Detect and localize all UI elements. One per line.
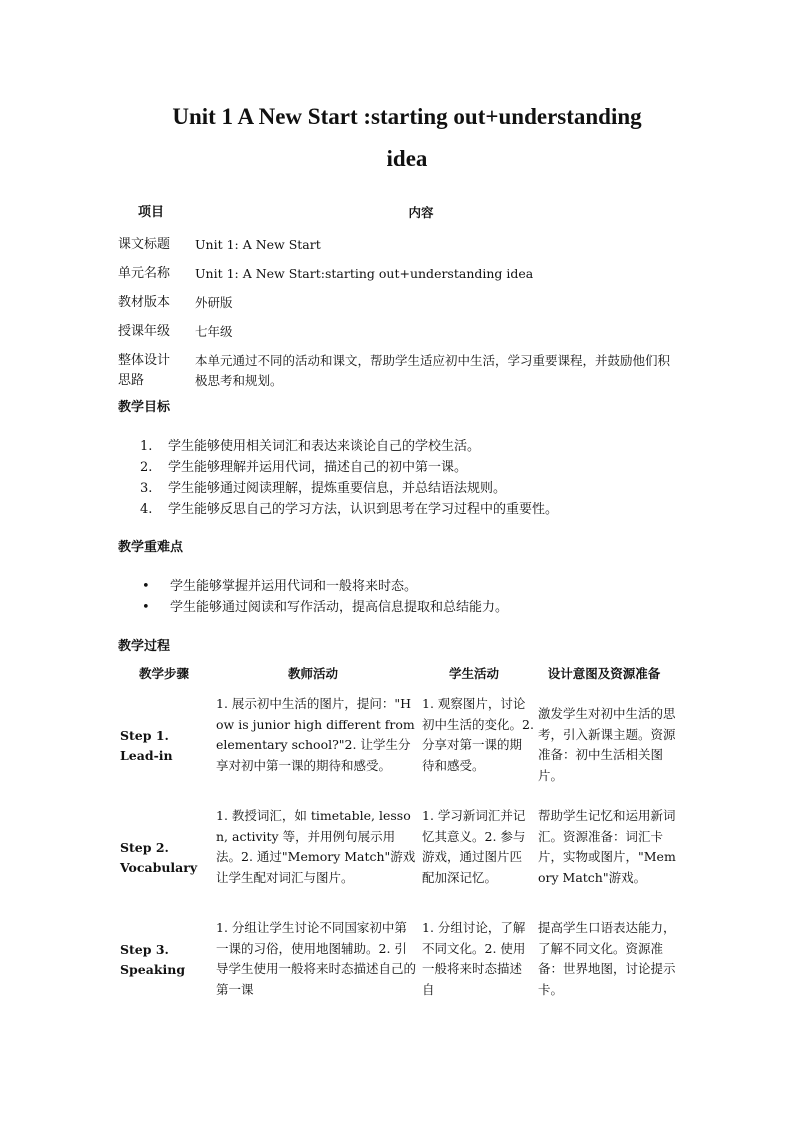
process-heading: 教学过程 bbox=[118, 639, 171, 654]
objective-text: 学生能够反思自己的学习方法，认识到思考在学习过程中的重要性。 bbox=[168, 502, 559, 517]
info-row bbox=[118, 264, 678, 284]
process-header-cell: 学生活动 bbox=[448, 666, 499, 681]
step-number: Step 1. bbox=[120, 727, 169, 743]
objective-number: 4. bbox=[140, 502, 153, 517]
objective-item bbox=[140, 478, 558, 499]
key-points-heading: 教学重难点 bbox=[118, 540, 184, 555]
info-value: 外研版 bbox=[195, 295, 233, 310]
student-activity-cell: 1. 学习新词汇并记忆其意义。2. 参与游戏，通过图片匹配加深记忆。 bbox=[422, 808, 526, 885]
student-activity-cell: 1. 分组讨论，了解不同文化。2. 使用一般将来时态描述自 bbox=[422, 920, 526, 997]
objective-text: 学生能够使用相关词汇和表达来谈论自己的学校生活。 bbox=[168, 439, 481, 454]
process-row bbox=[116, 806, 682, 910]
title-line-2: idea bbox=[386, 146, 428, 171]
bullet-icon: • bbox=[142, 600, 150, 615]
process-table-header bbox=[116, 660, 682, 688]
document-title bbox=[120, 96, 694, 180]
process-step-cell bbox=[116, 918, 216, 1002]
key-points-list bbox=[140, 576, 508, 618]
info-row bbox=[118, 235, 678, 255]
teacher-activity-cell: 1. 展示初中生活的图片，提问："How is junior high different from elementary school?"2. 让学生分享对初中第一课的期待和感受。 bbox=[216, 696, 415, 773]
teacher-activity-cell: 1. 教授词汇，如 timetable, lesson, activity 等，并用例句展示用法。2. 通过"Memory Match"游戏让学生配对词汇与图片。 bbox=[216, 808, 416, 885]
info-key: 教材版本 bbox=[118, 295, 171, 310]
teacher-activity-cell: 1. 分组让学生讨论不同国家初中第一课的习俗，使用地图辅助。2. 引导学生使用一般将来时态描述自己的第一课 bbox=[216, 920, 417, 997]
step-name: Vocabulary bbox=[120, 860, 198, 875]
objective-item bbox=[140, 499, 558, 520]
info-header-value: 内容 bbox=[408, 205, 434, 220]
step-name: Lead-in bbox=[120, 748, 173, 763]
info-key-line-2: 思路 bbox=[118, 373, 145, 388]
objective-text: 学生能够通过阅读理解，提炼重要信息，并总结语法规则。 bbox=[168, 481, 507, 496]
info-key: 授课年级 bbox=[118, 324, 171, 339]
step-number: Step 3. bbox=[120, 941, 169, 957]
objective-text: 学生能够理解并运用代词，描述自己的初中第一课。 bbox=[168, 460, 468, 475]
objective-item bbox=[140, 436, 558, 457]
objectives-heading: 教学目标 bbox=[118, 400, 171, 415]
objective-number: 1. bbox=[140, 439, 153, 454]
info-row bbox=[118, 351, 678, 391]
info-key: 课文标题 bbox=[118, 237, 171, 252]
info-table bbox=[118, 203, 678, 391]
key-point-item bbox=[140, 597, 508, 618]
step-name: Speaking bbox=[120, 962, 186, 977]
key-point-text: 学生能够通过阅读和写作活动，提高信息提取和总结能力。 bbox=[170, 600, 509, 615]
design-intent-cell: 帮助学生记忆和运用新词汇。资源准备：词汇卡片，实物或图片，"Memory Match"游戏。 bbox=[538, 808, 676, 885]
info-value: 本单元通过不同的活动和课文，帮助学生适应初中生活，学习重要课程，并鼓励他们积极思考和规划。 bbox=[195, 353, 671, 388]
process-header-cell: 教师活动 bbox=[287, 666, 338, 681]
objective-number: 2. bbox=[140, 460, 153, 475]
info-row bbox=[118, 293, 678, 313]
process-step-cell bbox=[116, 694, 216, 798]
info-key-line-1: 整体设计 bbox=[118, 353, 171, 368]
info-key: 单元名称 bbox=[118, 266, 171, 281]
info-value: Unit 1: A New Start bbox=[195, 237, 321, 252]
info-key bbox=[118, 351, 195, 391]
objectives-list bbox=[140, 436, 558, 520]
objective-number: 3. bbox=[140, 481, 153, 496]
info-header-key: 项目 bbox=[137, 205, 164, 220]
process-row bbox=[116, 918, 682, 1002]
info-value: Unit 1: A New Start:starting out+understanding idea bbox=[195, 266, 534, 281]
title-line-1: Unit 1 A New Start :starting out+understanding bbox=[172, 104, 642, 129]
info-row bbox=[118, 322, 678, 342]
process-header-cell: 设计意图及资源准备 bbox=[547, 666, 661, 681]
process-table bbox=[116, 660, 682, 1002]
info-table-header bbox=[118, 203, 678, 229]
design-intent-cell: 提高学生口语表达能力，了解不同文化。资源准备：世界地图，讨论提示卡。 bbox=[538, 920, 676, 997]
process-header-cell: 教学步骤 bbox=[138, 666, 189, 681]
design-intent-cell: 激发学生对初中生活的思考，引入新课主题。资源准备：初中生活相关图片。 bbox=[538, 706, 676, 783]
student-activity-cell: 1. 观察图片，讨论初中生活的变化。2. 分享对第一课的期待和感受。 bbox=[422, 696, 534, 773]
info-value: 七年级 bbox=[195, 324, 233, 339]
objective-item bbox=[140, 457, 558, 478]
step-number: Step 2. bbox=[120, 839, 169, 855]
bullet-icon: • bbox=[142, 579, 150, 594]
key-point-text: 学生能够掌握并运用代词和一般将来时态。 bbox=[170, 579, 418, 594]
key-point-item bbox=[140, 576, 508, 597]
process-row bbox=[116, 694, 682, 798]
process-step-cell bbox=[116, 806, 216, 910]
